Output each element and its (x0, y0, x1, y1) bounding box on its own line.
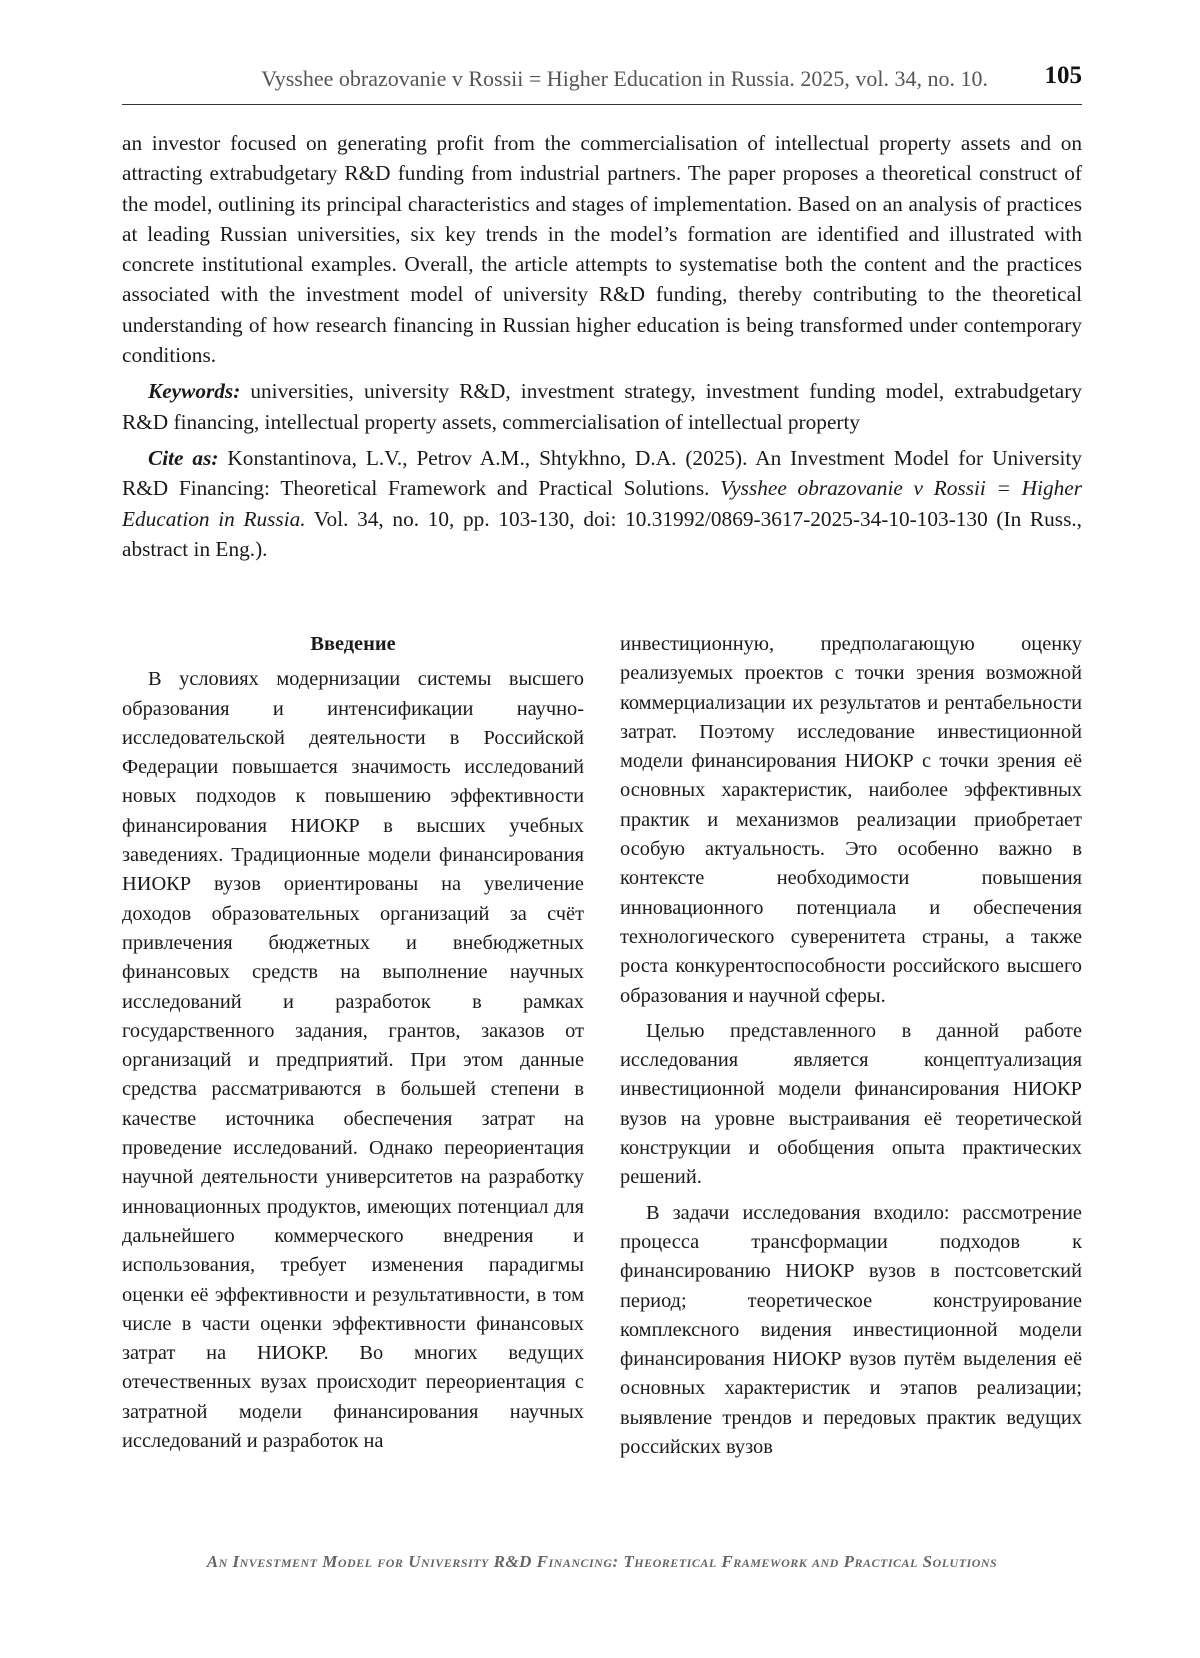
body-paragraph: Целью представленного в данной работе исследования является концептуализация инвестиционной модели финансирования НИОКР вузов на уровне выстраивания её теоретической конструкции и обобщения опыта практических решений. (620, 1019, 1082, 1189)
running-header (122, 56, 1082, 105)
abstract-block (122, 128, 1082, 564)
journal-page (122, 0, 1082, 1658)
section-heading: Введение (310, 633, 396, 655)
keywords-paragraph (122, 376, 1082, 437)
citation-authors-title: Konstantinova, L.V., Petrov A.M., Shtykhno, D.A. (2025). An Investment Model for University R&D Financing: Theoretical Framework and Practical Solutions. (122, 445, 1082, 501)
right-column (620, 630, 1082, 1462)
running-footer-title: An Investment Model for University R&D Financing: Theoretical Framework and Practical Solutions (206, 1552, 998, 1571)
body-paragraph: В задачи исследования входило: рассмотрение процесса трансформации подходов к финансированию НИОКР вузов в постсоветский период; теоретическое конструирование комплексного видения инвестиционной модели финансирования НИОКР вузов путём выделения её основных характеристик и этапов реализации; выявление трендов и передовых практик ведущих российских вузов (620, 1201, 1082, 1459)
left-column (122, 630, 584, 1456)
body-paragraph: В условиях модернизации системы высшего образования и интенсификации научно-исследовательской деятельности в Российской Федерации повышается значимость исследований новых подходов к повышению эффективности финансирования НИОКР в высших учебных заведениях. Традиционные модели финансирования НИОКР вузов ориентированы на увеличение доходов образовательных организаций за счёт привлечения бюджетных и внебюджетных финансовых средств на выполнение научных исследований и разработок в рамках государственного задания, грантов, заказов от организаций и предприятий. При этом данные средства рассматриваются в большей степени в качестве источника обеспечения затрат на проведение исследований. Однако переориентация научной деятельности университетов на разработку инновационных продуктов, имеющих потенциал для дальнейшего коммерческого внедрения и использования, требует изменения парадигмы оценки её эффективности и результативности, в том числе в части оценки эффективности финансовых затрат на НИОКР. Во многих ведущих отечественных вузах происходит переориентация с затратной модели финансирования научных исследований и разработок на (122, 668, 584, 1453)
citation-paragraph (122, 443, 1082, 564)
body-paragraph: инвестиционную, предполагающую оценку реализуемых проектов с точки зрения возможной коммерциализации их результатов и рентабельности затрат. Поэтому исследование инвестиционной модели финансирования НИОКР с точки зрения её основных характеристик, наиболее эффективных практик и механизмов реализации приобретает особую актуальность. Это особенно важно в контексте необходимости повышения инновационного потенциала и обеспечения технологического суверенитета страны, а также роста конкурентоспособности российского высшего образования и научной сферы. (620, 633, 1082, 1007)
article-body (122, 630, 1082, 1520)
keywords-text: universities, university R&D, investment strategy, investment funding model, extrabudgetary R&D financing, intellectual property assets, commercialisation of intellectual property (122, 379, 1082, 434)
abstract-text: an investor focused on generating profit from the commercialisation of intellectual property assets and on attracting extrabudgetary R&D funding from industrial partners. The paper proposes a theoretical construct of the model, outlining its principal characteristics and stages of implementation. Based on an analysis of practices at leading Russian universities, six key trends in the model’s formation are identified and illustrated with concrete institutional examples. Overall, the article attempts to systematise both the content and the practices associated with the investment model of university R&D funding, thereby contributing to the theoretical understanding of how research financing in Russian higher education is being transformed under contemporary conditions. (122, 131, 1082, 368)
page-number: 105 (1044, 62, 1082, 89)
citation-label: Cite as: (148, 445, 219, 470)
keywords-label: Keywords: (148, 379, 241, 404)
citation-journal: Vysshee obrazovanie v Rossii = Higher Education in Russia. (122, 476, 1082, 531)
citation-details: Vol. 34, no. 10, pp. 103-130, doi: 10.31992/0869-3617-2025-34-10-103-130 (In Russ., abstract in Eng.). (122, 506, 1083, 561)
journal-citation-header: Vysshee obrazovanie v Rossii = Higher Education in Russia. 2025, vol. 34, no. 10. (261, 66, 988, 91)
